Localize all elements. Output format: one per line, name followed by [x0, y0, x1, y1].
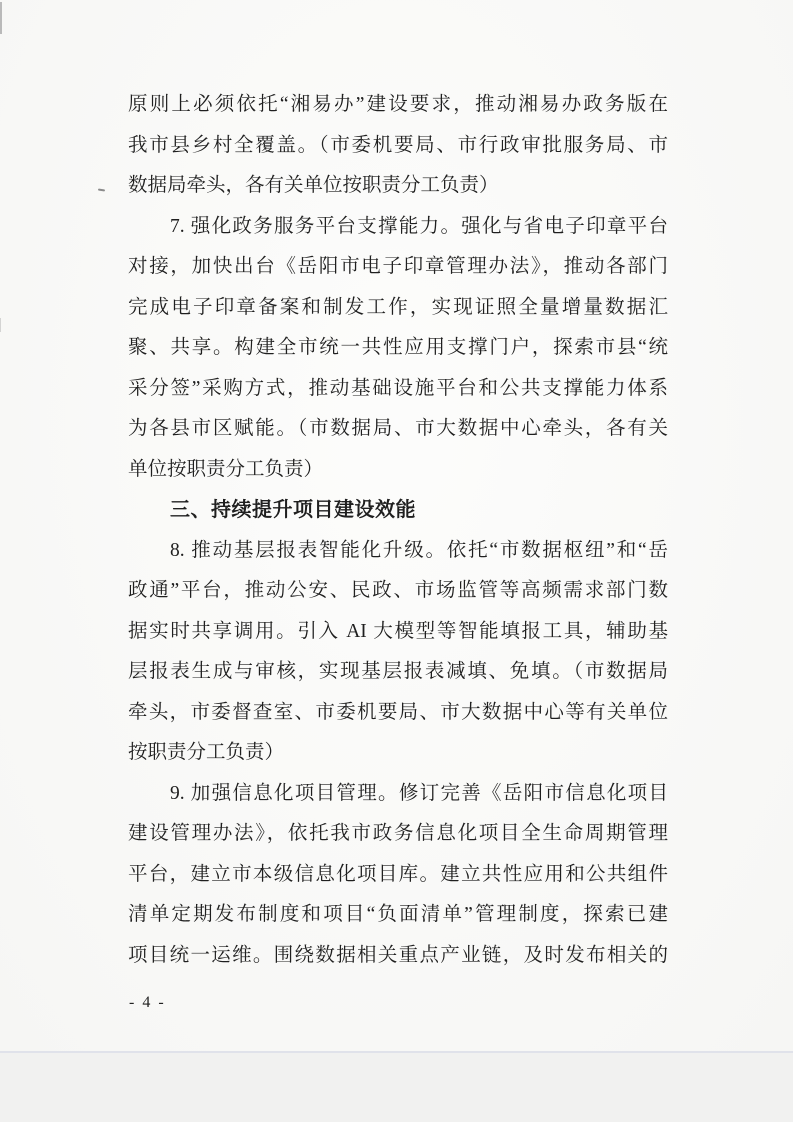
text-line: 采分签”采购方式，推动基础设施平台和公共支撑能力体系 — [128, 377, 668, 399]
scanner-background — [0, 1053, 793, 1122]
section-heading — [128, 490, 668, 531]
text-line: 为各县市区赋能。（市数据局、市大数据中心牵头，各有关 — [128, 418, 668, 439]
text-line: 按职责分工负责） — [128, 742, 285, 763]
text-line: 单位按职责分工负责） — [128, 458, 324, 480]
document-body — [128, 85, 668, 976]
scan-edge-artifact — [0, 318, 1, 332]
scan-speck — [98, 189, 105, 192]
text-line: 数据局牵头，各有关单位按职责分工负责） — [128, 175, 499, 196]
paragraph — [128, 531, 668, 774]
paragraph — [128, 85, 668, 207]
text-line: 我市县乡村全覆盖。（市委机要局、市行政审批服务局、市 — [128, 134, 668, 156]
text-line: 聚、共享。构建全市统一共性应用支撑门户，探索市县“统 — [128, 337, 668, 358]
text-line: 政通”平台，推动公安、民政、市场监管等高频需求部门数 — [128, 580, 668, 601]
text-line: 清单定期发布制度和项目“负面清单”管理制度，探索已建 — [128, 904, 668, 925]
text-line: 9. 加强信息化项目管理。修订完善《岳阳市信息化项目 — [170, 782, 668, 804]
text-line: 8. 推动基层报表智能化升级。依托“市数据枢纽”和“岳 — [170, 539, 668, 561]
text-line: 原则上必须依托“湘易办”建设要求，推动湘易办政务版在 — [128, 94, 668, 115]
text-line: 牵头，市委督查室、市委机要局、市大数据中心等有关单位 — [128, 701, 668, 723]
text-line: 对接，加快出台《岳阳市电子印章管理办法》，推动各部门 — [128, 256, 668, 277]
text-line: 建设管理办法》，依托我市政务信息化项目全生命周期管理 — [128, 823, 668, 844]
paragraph — [128, 774, 668, 977]
text-line: 据实时共享调用。引入 AI 大模型等智能填报工具，辅助基 — [128, 620, 668, 642]
text-line: 平台，建立市本级信息化项目库。建立共性应用和公共组件 — [128, 863, 668, 885]
text-line: 7. 强化政务服务平台支撑能力。强化与省电子印章平台 — [170, 215, 668, 237]
text-line: 完成电子印章备案和制发工作，实现证照全量增量数据汇 — [128, 296, 668, 318]
paragraph — [128, 207, 668, 491]
page-number: - 4 - — [129, 994, 166, 1011]
heading-line: 三、持续提升项目建设效能 — [170, 499, 416, 521]
scan-edge-artifact — [0, 2, 2, 34]
text-line: 层报表生成与审核，实现基层报表减填、免填。（市数据局 — [128, 661, 668, 682]
text-line: 项目统一运维。围绕数据相关重点产业链，及时发布相关的 — [128, 944, 668, 966]
